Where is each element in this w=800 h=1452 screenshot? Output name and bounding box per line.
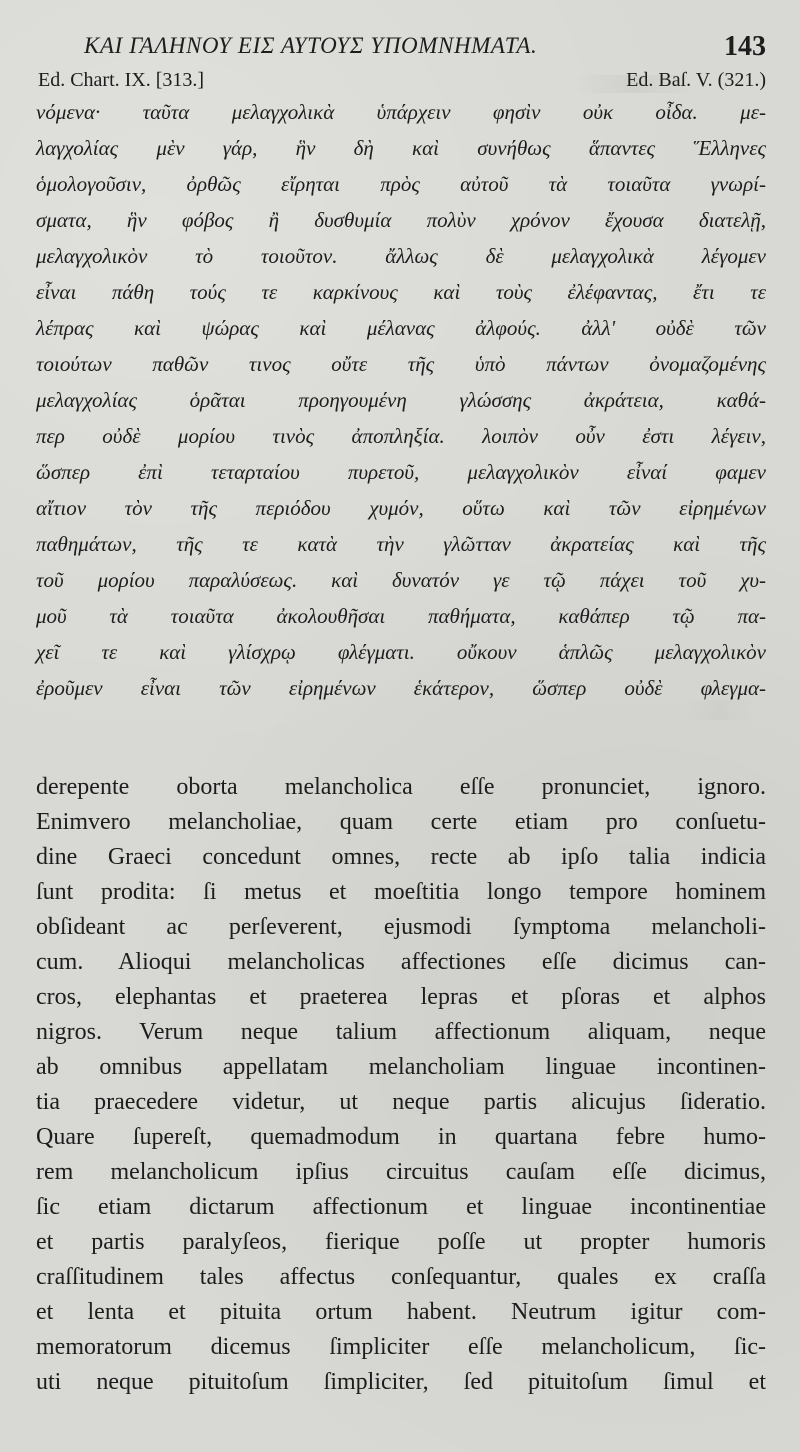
greek-line: νόμενα· ταῦτα μελαγχολικὰ ὑπάρχειν φησὶν οὐκ οἶδα. με- xyxy=(36,100,766,124)
greek-line: αἴτιον τὸν τῆς περιόδου χυμόν, οὕτω καὶ τῶν εἰρημένων xyxy=(36,496,766,520)
greek-line: εἶναι πάθη τούς τε καρκίνους καὶ τοὺς ἐλέφαντας, ἔτι τε xyxy=(36,280,766,304)
greek-line: σματα, ἣν φόβος ἢ δυσθυμία πολὺν χρόνον ἔχουσα διατελῇ, xyxy=(36,208,766,232)
latin-line: dine Graeci concedunt omnes, recte ab ipſo talia indicia xyxy=(36,844,766,870)
latin-line: Enimvero melancholiae, quam certe etiam pro conſuetu- xyxy=(36,809,766,835)
greek-line: μοῦ τὰ τοιαῦτα ἀκολουθῆσαι παθήματα, καθάπερ τῷ πα- xyxy=(36,604,766,628)
latin-line: craſſitudinem tales affectus conſequantur, quales ex craſſa xyxy=(36,1264,766,1290)
edition-reference-right: Ed. Baſ. V. (321.) xyxy=(626,69,766,91)
greek-line: μελαγχολικὸν τὸ τοιοῦτον. ἄλλως δὲ μελαγχολικὰ λέγομεν xyxy=(36,244,766,268)
latin-line: cum. Alioqui melancholicas affectiones eſſe dicimus can- xyxy=(36,949,766,975)
latin-line: obſideant ac perſeverent, ejusmodi ſymptoma melancholi- xyxy=(36,914,766,940)
latin-line: uti neque pituitoſum ſimpliciter, ſed pituitoſum ſimul et xyxy=(36,1369,766,1395)
greek-text-block xyxy=(36,95,766,715)
greek-line: τοιούτων παθῶν τινος οὔτε τῆς ὑπὸ πάντων ὀνομαζομένης xyxy=(36,352,766,376)
latin-line: derepente oborta melancholica eſſe pronunciet, ignoro. xyxy=(36,774,766,800)
page-number: 143 xyxy=(724,31,766,62)
greek-line: τοῦ μορίου παραλύσεως. καὶ δυνατόν γε τῷ πάχει τοῦ χυ- xyxy=(36,568,766,592)
greek-line: λαγχολίας μὲν γάρ, ἣν δὴ καὶ συνήθως ἅπαντες Ἕλληνες xyxy=(36,136,766,160)
greek-line: μελαγχολίας ὁρᾶται προηγουμένη γλώσσης ἀκράτεια, καθά- xyxy=(36,388,766,412)
latin-line: ab omnibus appellatam melancholiam linguae incontinen- xyxy=(36,1054,766,1080)
greek-line: παθημάτων, τῆς τε κατὰ τὴν γλῶτταν ἀκρατείας καὶ τῆς xyxy=(36,532,766,556)
edition-reference-left: Ed. Chart. IX. [313.] xyxy=(38,69,205,91)
running-title: ΚΑΙ ΓΑΛΗΝΟΥ ΕΙΣ ΑΥΤΟΥΣ ΥΠΟΜΝΗΜΑΤΑ. xyxy=(84,33,538,58)
latin-line: et partis paralyſeos, fierique poſſe ut propter humoris xyxy=(36,1229,766,1255)
latin-line: tia praecedere videtur, ut neque partis alicujus ſideratio. xyxy=(36,1089,766,1115)
edition-line xyxy=(38,69,766,97)
greek-line: ὥσπερ ἐπὶ τεταρταίου πυρετοῦ, μελαγχολικὸν εἶναί φαμεν xyxy=(36,460,766,484)
greek-line: χεῖ τε καὶ γλίσχρῳ φλέγματι. οὔκουν ἁπλῶς μελαγχολικὸν xyxy=(36,640,766,664)
greek-line: λέπρας καὶ ψώρας καὶ μέλανας ἀλφούς. ἀλλ' οὐδὲ τῶν xyxy=(36,316,766,340)
latin-line: nigros. Verum neque talium affectionum aliquam, neque xyxy=(36,1019,766,1045)
latin-line: ſic etiam dictarum affectionum et linguae incontinentiae xyxy=(36,1194,766,1220)
greek-line: ὁμολογοῦσιν, ὀρθῶς εἴρηται πρὸς αὐτοῦ τὰ τοιαῦτα γνωρί- xyxy=(36,172,766,196)
latin-line: et lenta et pituita ortum habent. Neutrum igitur com- xyxy=(36,1299,766,1325)
latin-line: memoratorum dicemus ſimpliciter eſſe melancholicum, ſic- xyxy=(36,1334,766,1360)
running-header xyxy=(36,26,766,70)
greek-line: ἐροῦμεν εἶναι τῶν εἰρημένων ἑκάτερον, ὥσπερ οὐδὲ φλεγμα- xyxy=(36,676,766,700)
latin-line: cros, elephantas et praeterea lepras et pſoras et alphos xyxy=(36,984,766,1010)
latin-line: ſunt prodita: ſi metus et moeſtitia longo tempore hominem xyxy=(36,879,766,905)
latin-line: Quare ſupereſt, quemadmodum in quartana febre humo- xyxy=(36,1124,766,1150)
latin-text-block xyxy=(36,770,766,1410)
greek-line: περ οὐδὲ μορίου τινὸς ἀποπληξία. λοιπὸν οὖν ἐστι λέγειν, xyxy=(36,424,766,448)
latin-line: rem melancholicum ipſius circuitus cauſam eſſe dicimus, xyxy=(36,1159,766,1185)
